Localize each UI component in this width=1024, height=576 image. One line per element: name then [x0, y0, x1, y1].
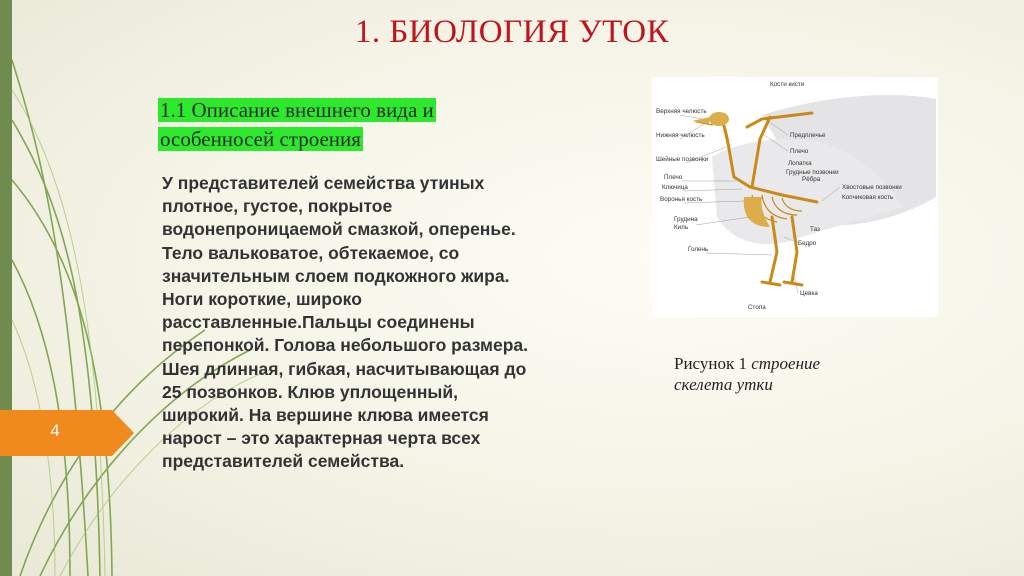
label-upper-jaw: Верхняя челюсть [656, 108, 707, 115]
slide-title: 1. БИОЛОГИЯ УТОК [354, 14, 670, 50]
left-accent-bar [0, 0, 12, 576]
subtitle-line-1: 1.1 Описание внешнего вида и [160, 98, 434, 122]
label-thoracic: Грудные позвонки [786, 169, 839, 176]
label-tarsus: Цевка [800, 290, 818, 297]
page-number: 4 [50, 421, 60, 440]
label-pelvis: Таз [810, 226, 820, 233]
label-lower-jaw: Нижняя челюсть [656, 132, 705, 139]
label-scapula: Лопатка [788, 160, 812, 167]
caption-prefix: Рисунок 1 [674, 354, 747, 373]
label-top: Кости кисти [770, 81, 805, 88]
section-subtitle [158, 96, 498, 154]
label-forearm: Предплечье [790, 132, 826, 139]
label-ribs: Рёбра [802, 176, 821, 183]
duck-skeleton-figure [652, 77, 938, 317]
label-shoulder-left: Плечо [664, 174, 683, 181]
label-shin: Голень [688, 246, 709, 253]
label-tail: Хвостовые позвонки [842, 184, 902, 191]
label-clavicle: Ключица [662, 184, 688, 191]
label-sternum: Грудина [674, 216, 698, 223]
label-neck: Шейные позвонки [656, 156, 709, 163]
label-coccyx: Копчиковая кость [842, 194, 894, 201]
subtitle-line-2: особенносей строения [160, 127, 361, 151]
caption-italic: строение скелета утки [674, 354, 821, 394]
label-foot: Стопа [748, 304, 766, 311]
figure-caption [674, 353, 864, 395]
body-paragraph: У представителей семейства утиных плотное, густое, покрытое водонепроницаемой смазкой, оперенье. Тело вальковатое, обтекаемое, со значительным слоем подкожного жира. Ноги короткие, широко расставленные.Пальцы соединены перепонкой. Голова небольшого размера. Шея длинная, гибкая, насчитывающая до 25 позвонков. Клюв уплощенный, широкий. На вершине клюва имеется нарост – это характерная черта всех представителей семейства. [162, 173, 529, 472]
label-coracoid: Воронья кость [660, 196, 703, 203]
label-keel: Киль [674, 224, 689, 231]
duck-skeleton-illustration [652, 77, 938, 317]
label-shoulder-right: Плечо [790, 148, 809, 155]
label-femur: Бедро [798, 240, 817, 247]
